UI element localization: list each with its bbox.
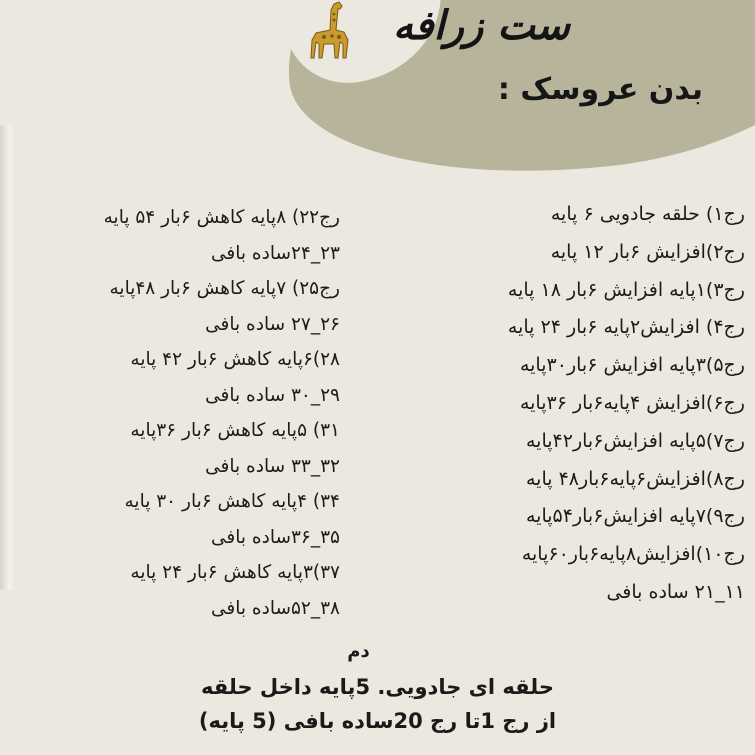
list-item: رج۶)افزایش ۴پایه۶بار ۳۶پایه: [519, 391, 745, 414]
section-subtitle: بدن عروسک :: [497, 72, 703, 107]
list-item: ۳۲_۳۳ ساده بافی: [205, 455, 340, 477]
list-item: ۲۸)۶پایه کاهش ۶بار ۴۲ پایه: [130, 349, 340, 370]
side-photo-edge: [0, 125, 16, 590]
list-item: رج۲)افزایش ۶بار ۱۲ پایه: [550, 240, 745, 263]
list-item: ۲۳_۲۴ساده بافی: [211, 242, 340, 264]
list-item: ۳۱) ۵پایه کاهش ۶بار ۳۶پایه: [130, 420, 340, 441]
list-item: رج۲۵) ۷پایه کاهش ۶بار ۴۸پایه: [109, 278, 340, 299]
list-item: ۳۵_۳۶ساده بافی: [211, 526, 340, 548]
list-item: رج۹)۷پایه افزایش۶بار۵۴پایه: [525, 505, 745, 528]
body-rows-list: [508, 196, 745, 612]
list-item: رج۲۲) ۸پایه کاهش ۶بار ۵۴ پایه: [103, 207, 340, 228]
tail-heading: دم: [347, 641, 370, 662]
decrease-rows-list: [104, 200, 340, 626]
list-item: ۳۴) ۴پایه کاهش ۶بار ۳۰ پایه: [124, 491, 340, 512]
tail-instruction-2: از رج 1تا رج 20ساده بافی (5 پایه): [198, 709, 557, 733]
list-item: رج۷)۵پایه افزایش۶بار۴۲پایه: [525, 429, 745, 452]
list-item: رج۳)۱پایه افزایش ۶بار ۱۸ پایه: [507, 278, 745, 301]
giraffe-icon: [304, 0, 356, 60]
list-item: رج۵)۳پایه افزایش ۶بار۳۰پایه: [519, 354, 745, 377]
list-item: رج۱۰)افزایش۸پایه۶بار۶۰پایه: [521, 543, 745, 566]
list-item: ۲۶_۲۷ ساده بافی: [205, 313, 340, 335]
list-item: رج۸)افزایش۶پایه۶بار۴۸ پایه: [525, 467, 745, 490]
list-item: ۳۷)۳پایه کاهش ۶بار ۲۴ پایه: [130, 562, 340, 583]
list-item: ۱۱_۲۱ ساده بافی: [606, 580, 745, 603]
list-item: رج۱) حلقه جادویی ۶ پایه: [550, 203, 745, 225]
page-title: ست زرافه: [392, 2, 570, 49]
tail-instruction-1: حلقه ای جادویی. 5پایه داخل حلقه: [201, 675, 554, 699]
list-item: ۲۹_۳۰ ساده بافی: [205, 384, 340, 406]
list-item: ۳۸_۵۲ساده بافی: [211, 597, 340, 619]
list-item: رج۴) افزایش۲پایه ۶بار ۲۴ پایه: [507, 316, 745, 339]
